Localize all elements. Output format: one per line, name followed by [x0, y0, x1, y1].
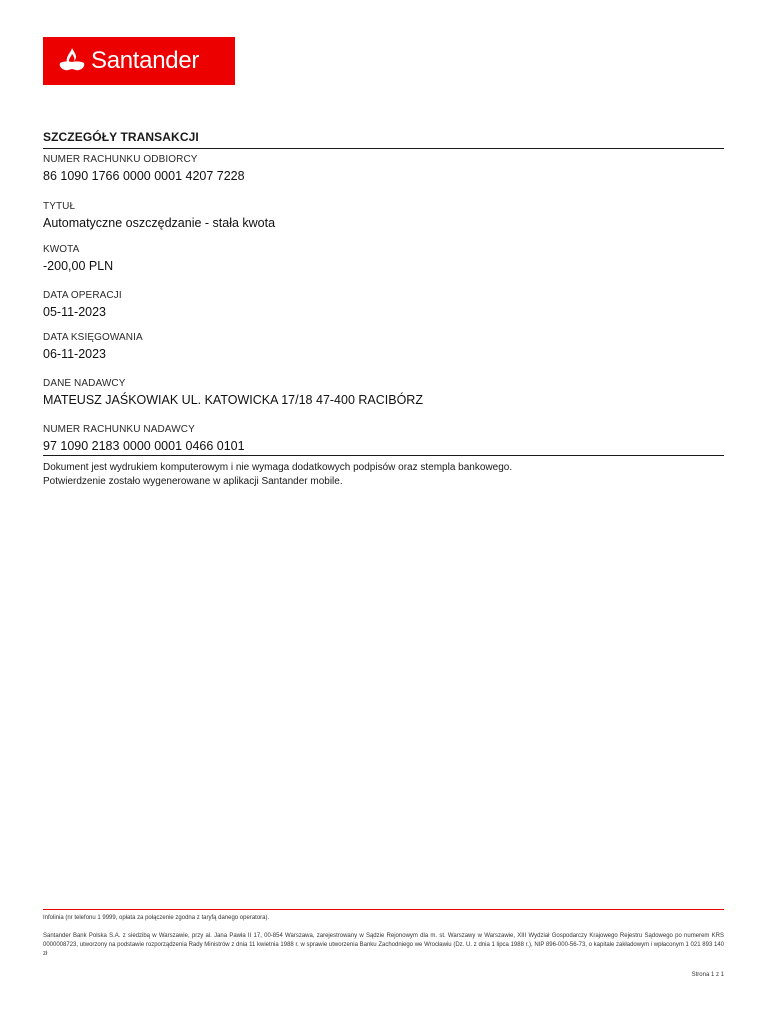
field-value: 05-11-2023	[43, 305, 107, 319]
footer-legal: Santander Bank Polska S.A. z siedzibą w Warszawie, przy al. Jana Pawła II 17, 00-854 Warszawa, zarejestrowany w Sądzie Rejonowym dla m. st. Warszawy w Warszawie, XIII Wydział Gospodarczy Krajowego Rejestru Sądowego po numerem KRS 0000008723, utworzony na podstawie rozporządzenia Rady Ministrów z dnia 11 kwietnia 1988 r. w sprawie utworzenia Banku Zachodniego we Wrocławiu (Dz. U. z dnia 1 lipca 1988 r.), NIP 896-000-56-73, o kapitale zakładowym i wpłaconym 1 021 893 140 zł	[43, 933, 724, 957]
field-label: TYTUŁ	[43, 201, 76, 212]
field-label: DANE NADAWCY	[43, 378, 126, 389]
field-value: 86 1090 1766 0000 0001 4207 7228	[43, 169, 245, 183]
note-line: Potwierdzenie zostało wygenerowane w aplikacji Santander mobile.	[43, 476, 343, 487]
footer-divider	[43, 909, 724, 910]
divider	[43, 455, 724, 456]
field-operation-date	[43, 290, 122, 320]
field-label: NUMER RACHUNKU ODBIORCY	[43, 154, 198, 165]
field-value: 97 1090 2183 0000 0001 0466 0101	[43, 439, 245, 453]
note-line: Dokument jest wydrukiem komputerowym i nie wymaga dodatkowych podpisów oraz stempla bankowego.	[43, 462, 513, 473]
santander-flame-icon	[57, 47, 87, 75]
footer-infoline: Infolinia (nr telefonu 1 9999, opłata za połączenie zgodna z taryfą danego operatora).	[43, 915, 270, 921]
divider	[43, 148, 724, 149]
field-value: MATEUSZ JAŚKOWIAK UL. KATOWICKA 17/18 47-400 RACIBÓRZ	[43, 393, 423, 407]
field-sender-account	[43, 424, 245, 454]
field-title	[43, 201, 275, 231]
field-recipient-account	[43, 154, 245, 184]
section-title: SZCZEGÓŁY TRANSAKCJI	[43, 130, 199, 144]
document-note	[43, 461, 512, 489]
brand-name: Santander	[91, 47, 200, 74]
field-sender-data	[43, 378, 423, 408]
field-label: DATA KSIĘGOWANIA	[43, 332, 143, 343]
field-label: DATA OPERACJI	[43, 290, 122, 301]
page-number: Strona 1 z 1	[691, 972, 724, 978]
santander-logo	[43, 37, 235, 85]
field-value: Automatyczne oszczędzanie - stała kwota	[43, 216, 276, 230]
field-amount	[43, 244, 113, 274]
field-label: NUMER RACHUNKU NADAWCY	[43, 424, 195, 435]
field-label: KWOTA	[43, 244, 80, 255]
field-value: -200,00 PLN	[43, 259, 114, 273]
field-value: 06-11-2023	[43, 347, 107, 361]
field-booking-date	[43, 332, 143, 362]
